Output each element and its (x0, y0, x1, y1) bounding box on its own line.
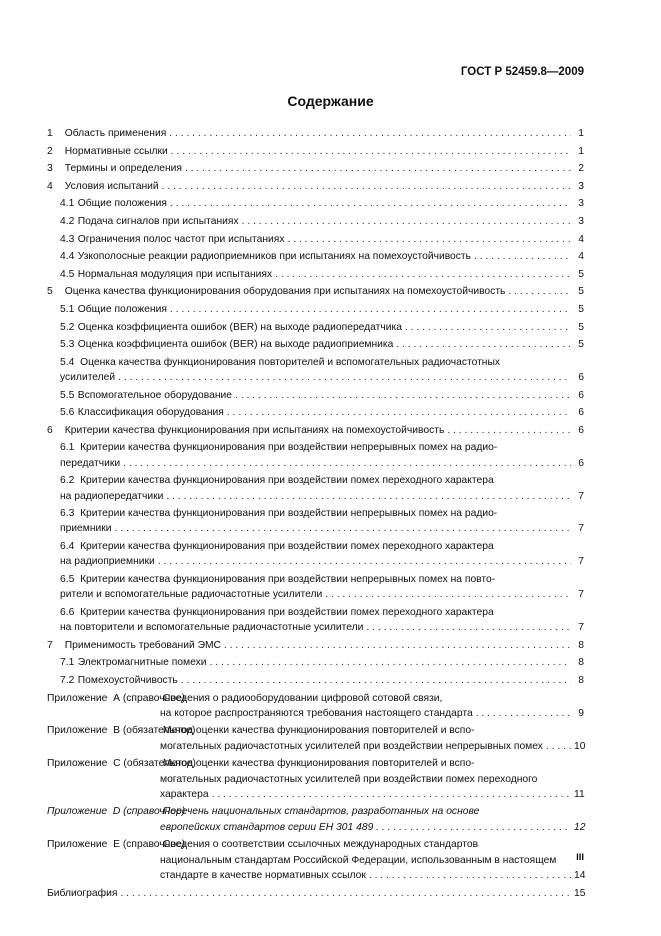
toc-entry-number: 4.1 (60, 198, 75, 210)
toc-page-number: 7 (578, 589, 584, 601)
toc-entry-line (47, 620, 584, 635)
toc-page-number: 7 (578, 490, 584, 502)
toc-entry-line (47, 587, 584, 602)
toc-entry-number: 5.5 (60, 389, 75, 401)
toc-entry[interactable] (47, 337, 584, 352)
toc-page-number: 6 (578, 389, 584, 401)
toc-entry-line (47, 572, 584, 587)
dot-leader (210, 655, 572, 670)
toc-entry[interactable] (47, 179, 584, 194)
toc-entry-line (47, 638, 584, 653)
appendix-line (47, 787, 584, 802)
appendix-entry[interactable] (47, 723, 584, 754)
toc-entry[interactable] (47, 161, 584, 176)
toc-entry-number: 4.5 (60, 268, 75, 280)
appendix-line (47, 837, 584, 852)
appendix-title-cont: национальным стандартам Российской Федерации, использованным в настоящем (160, 854, 557, 866)
toc-entry-line (47, 440, 584, 455)
toc-entry-title: Вспомогательное оборудование (77, 389, 232, 401)
dot-leader (275, 267, 571, 282)
toc-entry-line (47, 539, 584, 554)
toc-page-number: 5 (578, 268, 584, 280)
toc-page-number: 7 (578, 556, 584, 568)
toc-entry-title: Общие положения (77, 198, 167, 210)
toc-entry-line (47, 161, 584, 176)
toc-page-number: 5 (578, 321, 584, 333)
toc-entry-line (47, 388, 584, 403)
appendix-line (47, 804, 584, 819)
toc-entry-number: 5 (47, 286, 53, 298)
dot-leader (181, 673, 571, 688)
toc-entry[interactable] (47, 144, 584, 159)
toc-entry-title: Применимость требований ЭМС (64, 639, 221, 651)
toc-entry-number: 6.4 (60, 541, 75, 553)
dot-leader (212, 787, 571, 802)
appendix-title-cont: могательных радиочастотных усилителей при воздействии помех переходного (160, 773, 538, 785)
appendix-line (47, 756, 584, 771)
toc-entry-title-cont: на радиоприемники (60, 556, 155, 568)
dot-leader (224, 638, 571, 653)
toc-page-number: 8 (578, 639, 584, 651)
toc-entry[interactable] (47, 572, 584, 603)
toc-entry[interactable] (47, 440, 584, 471)
appendix-title: Сведения о радиооборудовании цифровой сотовой связи, (162, 692, 443, 704)
toc-entry[interactable] (47, 473, 584, 504)
toc-entry-number: 6 (47, 424, 53, 436)
bibliography-page-number: 15 (574, 887, 586, 899)
toc-entry-line (47, 196, 584, 211)
toc-entry-number: 4.4 (60, 251, 75, 263)
appendix-prefix: Приложение D (справочное) (47, 806, 186, 818)
appendix-line (47, 853, 584, 868)
toc-entry-line (47, 489, 584, 504)
toc-entry-title-cont: рители и вспомогательные радиочастотные усилители (60, 589, 323, 601)
toc-entry-line (47, 284, 584, 299)
appendix-prefix: Приложение С (обязательное) (47, 758, 196, 770)
dot-leader (118, 370, 571, 385)
bibliography-title: Библиография (47, 887, 118, 899)
toc-entry[interactable] (47, 605, 584, 636)
toc-entry[interactable] (47, 232, 584, 247)
toc-entry-title: Классификация оборудования (77, 407, 224, 419)
toc-entry-number: 4.3 (60, 233, 75, 245)
toc-entry-line (47, 179, 584, 194)
toc-entry[interactable] (47, 655, 584, 670)
toc-entry-number: 1 (47, 128, 53, 139)
toc-entry-line (47, 144, 584, 159)
toc-page-number: 6 (578, 457, 584, 469)
toc-entry-line (47, 370, 584, 385)
appendix-page-number: 10 (574, 740, 586, 752)
toc-page-number: 8 (578, 674, 584, 686)
toc-entry-line (47, 655, 584, 670)
toc-entry[interactable] (47, 388, 584, 403)
toc-entry-line (47, 521, 584, 536)
toc-page-number: 7 (578, 523, 584, 535)
toc-entry[interactable] (47, 506, 584, 537)
toc-page-number: 3 (578, 198, 584, 210)
toc-entry[interactable] (47, 284, 584, 299)
toc-entry-line (47, 423, 584, 438)
toc-entry-number: 3 (47, 163, 53, 175)
toc-entry-line (47, 214, 584, 229)
toc-entry-number: 5.3 (60, 339, 75, 351)
toc-entry-line (47, 673, 584, 688)
toc-entry-title-cont: передатчики (60, 457, 121, 469)
dot-leader (170, 302, 571, 317)
toc-entry[interactable] (47, 196, 584, 211)
toc-entry-title: Критерии качества функционирования при воздействии непрерывных помех на повто- (80, 573, 496, 585)
toc-entry-number: 4 (47, 180, 53, 192)
appendix-entry[interactable] (47, 804, 584, 835)
toc-entry-line (47, 605, 584, 620)
appendix-page-number: 14 (574, 869, 586, 881)
toc-entry-line (47, 405, 584, 420)
toc-entry-line (47, 456, 584, 471)
toc-page-number: 4 (578, 233, 584, 245)
toc-entry-line (47, 320, 584, 335)
toc-page-number: 6 (578, 372, 584, 384)
appendix-line (47, 868, 584, 883)
appendix-prefix: Приложение А (справочное) (47, 692, 186, 704)
toc-entry-title: Условия испытаний (64, 180, 159, 192)
toc-entry[interactable] (47, 249, 584, 264)
toc-entry-title: Оценка коэффициента ошибок (BER) на выходе радиопередатчика (77, 321, 402, 333)
page-title: Содержание (287, 93, 374, 109)
toc-entry-line (47, 249, 584, 264)
toc-entry-number: 6.5 (60, 573, 75, 585)
toc-entry-number: 5.1 (60, 303, 75, 315)
appendix-line (47, 772, 584, 787)
toc-entry-title: Оценка коэффициента ошибок (BER) на выходе радиоприемника (77, 339, 394, 351)
dot-leader (242, 214, 571, 229)
dot-leader (171, 144, 571, 159)
toc-page-number: 1 (578, 128, 584, 139)
toc-entry[interactable] (47, 302, 584, 317)
dot-leader (369, 868, 571, 883)
toc-entry-title: Ограничения полос частот при испытаниях (77, 233, 285, 245)
bibliography-entry[interactable] (47, 886, 584, 901)
dot-leader (288, 232, 572, 247)
toc-entry-title: Критерии качества функционирования при воздействии непрерывных помех на радио- (80, 508, 498, 520)
appendix-page-number: 12 (574, 821, 586, 833)
toc-page-number: 7 (578, 622, 584, 634)
appendix-title-cont: на которое распространяются требования настоящего стандарта (160, 707, 473, 719)
toc-entry-number: 7.1 (60, 657, 75, 669)
appendix-title-cont: могательных радиочастотных усилителей при воздействии непрерывных помех (160, 740, 543, 752)
appendix-line (47, 723, 584, 738)
toc-entry-title: Критерии качества функционирования при испытаниях на помехоустойчивость (64, 424, 445, 436)
bibliography-line (47, 886, 584, 901)
appendix-entry[interactable] (47, 756, 584, 802)
appendix-title: Метод оценки качества функционирования повторителей и вспо- (162, 725, 475, 737)
toc-entry[interactable] (47, 320, 584, 335)
toc-entry-title-cont: на повторители и вспомогательные радиочастотные усилители (60, 622, 364, 634)
appendix-prefix: Приложение В (обязательное) (47, 725, 196, 737)
dot-leader (123, 456, 571, 471)
dot-leader (185, 161, 571, 176)
toc-page-number: 1 (578, 145, 584, 157)
dot-leader (325, 587, 571, 602)
dot-leader (166, 489, 571, 504)
toc-page-number: 6 (578, 407, 584, 419)
toc-entry-title: Термины и определения (64, 163, 182, 175)
dot-leader (170, 196, 571, 211)
dot-leader (476, 706, 571, 721)
toc-entry-title: Критерии качества функционирования при воздействии помех переходного характера (80, 541, 494, 553)
toc-entry[interactable] (47, 638, 584, 653)
appendix-title-cont: характера (160, 788, 209, 800)
toc-page-number: 6 (578, 424, 584, 436)
toc-page-number: 5 (578, 303, 584, 315)
toc-entry-line (47, 337, 584, 352)
toc-entry-title: Нормативные ссылки (64, 145, 168, 157)
toc-entry[interactable] (47, 673, 584, 688)
appendix-title-cont: европейских стандартов серии ЕН 301 489 (160, 821, 374, 833)
toc-entry-title: Критерии качества функционирования при воздействии помех переходного характера (80, 606, 494, 618)
dot-leader (162, 179, 571, 194)
toc-entry-line (47, 232, 584, 247)
toc-entry-title: Критерии качества функционирования при воздействии непрерывных помех на радио- (80, 442, 498, 454)
toc-entry[interactable] (47, 405, 584, 420)
toc-entry-title: Узкополосные реакции радиоприемников при испытаниях на помехоустойчивость (77, 251, 472, 263)
dot-leader (366, 620, 571, 635)
toc-entry-line (47, 473, 584, 488)
toc-entry-line (47, 302, 584, 317)
toc-entry[interactable] (47, 423, 584, 438)
appendix-page-number: 9 (578, 707, 584, 719)
appendix-line (47, 706, 584, 721)
toc-entry-title: Нормальная модуляция при испытаниях (77, 268, 273, 280)
toc-entry-number: 5.6 (60, 407, 75, 419)
toc-entry-line (47, 267, 584, 282)
toc-entry[interactable] (47, 355, 584, 386)
dot-leader (447, 423, 571, 438)
toc-entry[interactable] (47, 214, 584, 229)
toc-entry-number: 6.1 (60, 442, 75, 454)
appendix-entry[interactable] (47, 837, 584, 883)
toc-entry-number: 6.3 (60, 508, 75, 520)
appendix-entry[interactable] (47, 691, 584, 722)
toc-entry-line (47, 126, 584, 141)
toc-page-number: 5 (578, 286, 584, 298)
standard-code: ГОСТ Р 52459.8—2009 (460, 66, 584, 78)
appendix-title: Перечень национальных стандартов, разработанных на основе (162, 806, 480, 818)
toc-page-number: 5 (578, 339, 584, 351)
appendix-prefix: Приложение Е (справочное) (47, 839, 186, 851)
toc-page-number: 3 (578, 180, 584, 192)
toc-entry-line (47, 554, 584, 569)
dot-leader (508, 284, 571, 299)
toc-entry-title-cont: усилителей (60, 372, 116, 384)
toc-entry-number: 6.6 (60, 606, 75, 618)
toc-entry-number: 5.4 (60, 356, 75, 368)
toc-page-number: 3 (578, 215, 584, 227)
toc-entry-title: Оценка качества функционирования повторителей и вспомогательных радиочастотных (80, 356, 501, 368)
toc-page-number: 2 (578, 163, 584, 175)
toc-entry-title: Область применения (64, 128, 167, 139)
appendix-line (47, 739, 584, 754)
toc-entry[interactable] (47, 539, 584, 570)
toc-entry-title: Общие положения (77, 303, 167, 315)
toc-entry-title-cont: на радиопередатчики (60, 490, 164, 502)
appendix-title: Сведения о соответствии ссылочных международных стандартов (162, 839, 479, 851)
appendix-line (47, 691, 584, 706)
toc-page-number: 4 (578, 251, 584, 263)
toc-entry-title: Электромагнитные помехи (77, 657, 207, 669)
toc-entry-line (47, 355, 584, 370)
dot-leader (158, 554, 571, 569)
toc-entry-title: Критерии качества функционирования при воздействии помех переходного характера (80, 475, 494, 487)
toc-entry-number: 2 (47, 145, 53, 157)
dot-leader (115, 521, 571, 536)
dot-leader (405, 320, 571, 335)
appendix-line (47, 820, 584, 835)
dot-leader (169, 126, 571, 141)
toc-entry[interactable] (47, 267, 584, 282)
dot-leader (120, 886, 571, 901)
toc-entry-line (47, 506, 584, 521)
dot-leader (396, 337, 571, 352)
appendix-title-cont: стандарте в качестве нормативных ссылок (160, 869, 366, 881)
table-of-contents (47, 126, 584, 903)
toc-entry-number: 5.2 (60, 321, 75, 333)
dot-leader (376, 820, 571, 835)
page-number: III (576, 852, 584, 863)
toc-page-number: 8 (578, 657, 584, 669)
appendix-page-number: 11 (574, 788, 585, 800)
toc-entry-title-cont: приемники (60, 523, 112, 535)
toc-entry-title: Подача сигналов при испытаниях (77, 215, 239, 227)
toc-entry-number: 6.2 (60, 475, 75, 487)
dot-leader (235, 388, 571, 403)
toc-entry[interactable] (47, 126, 584, 141)
appendix-title: Метод оценки качества функционирования повторителей и вспо- (162, 758, 475, 770)
dot-leader (546, 739, 571, 754)
toc-entry-number: 4.2 (60, 215, 75, 227)
toc-entry-title: Оценка качества функционирования оборудования при испытаниях на помехоустойчивость (64, 286, 506, 298)
dot-leader (474, 249, 571, 264)
toc-entry-title: Помехоустойчивость (77, 674, 178, 686)
dot-leader (227, 405, 571, 420)
toc-entry-number: 7.2 (60, 674, 75, 686)
toc-entry-number: 7 (47, 639, 53, 651)
